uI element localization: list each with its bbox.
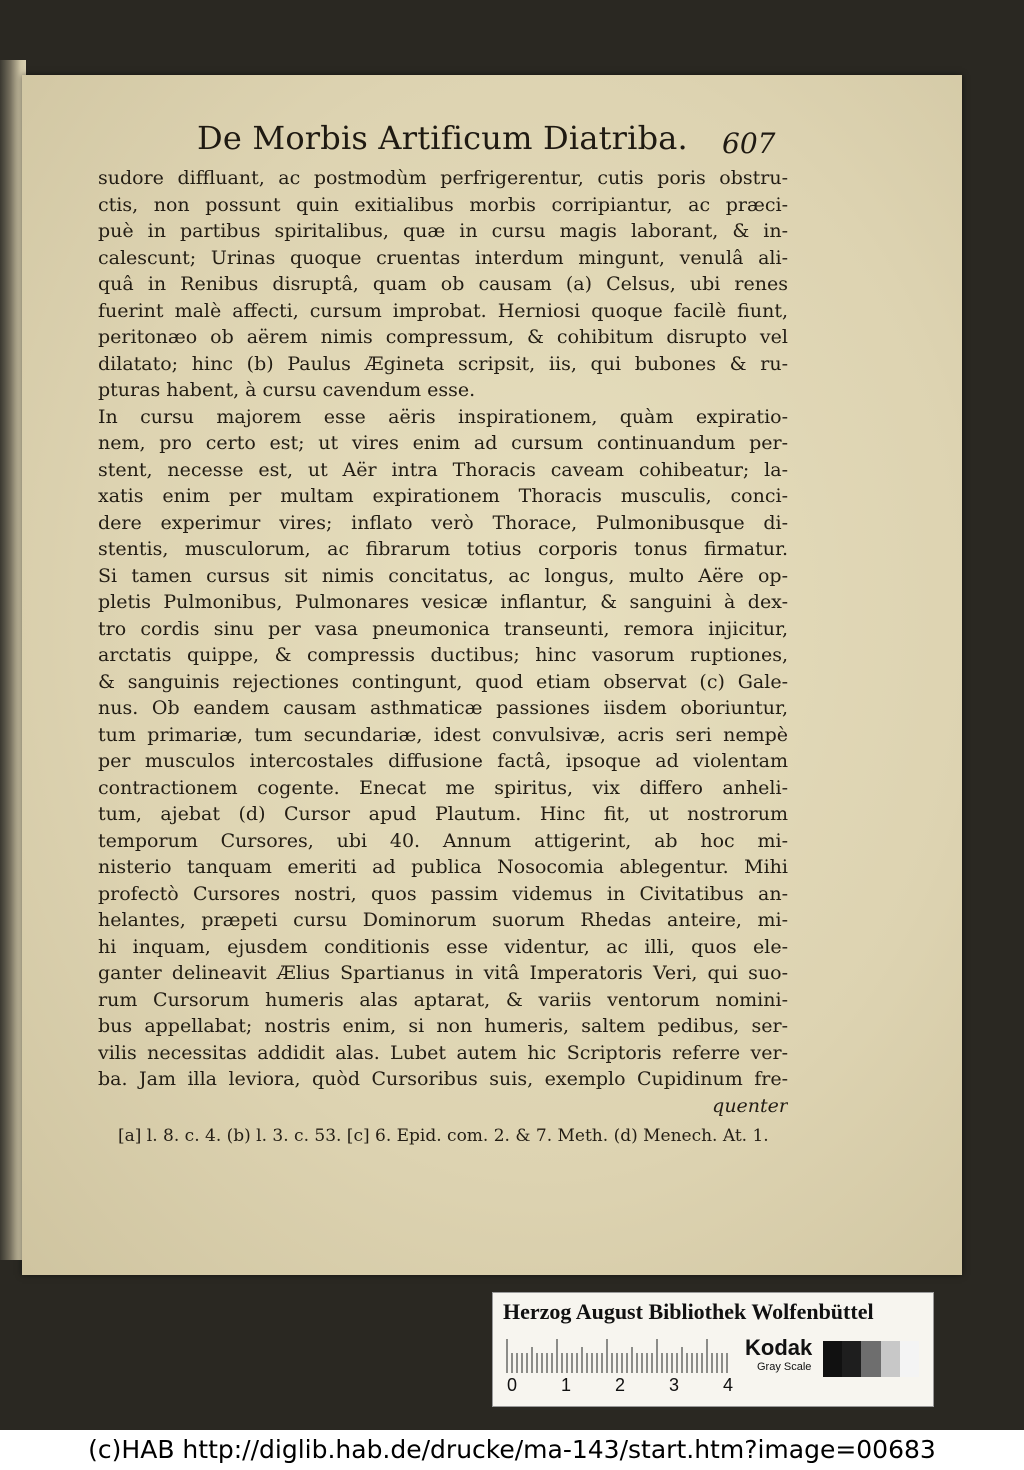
text-line: pletis Pulmonibus, Pulmonares vesicæ inflantur, & sanguini à dex-: [98, 591, 788, 613]
text-line: tro cordis sinu per vasa pneumonica transeunti, remora injicitur,: [98, 617, 788, 640]
footnotes: [a] l. 8. c. 4. (b) l. 3. c. 53. [c] 6. Epid. com. 2. & 7. Meth. (d) Menech. At. 1.: [118, 1126, 769, 1146]
ruler-labels: [501, 1375, 741, 1397]
running-head: De Morbis Artificum Diatriba.: [197, 119, 688, 157]
gray-swatch: [900, 1341, 919, 1377]
text-line: Si tamen cursus sit nimis concitatus, ac longus, multo Aëre op-: [98, 564, 788, 587]
text-line: tum primariæ, tum secundariæ, idest convulsivæ, acris seri nempè: [98, 723, 788, 746]
gray-scale-swatches: [823, 1341, 919, 1377]
ruler-label: 3: [669, 1375, 680, 1395]
text-line: puè in partibus spiritalibus, quæ in cursu magis laborant, & in-: [98, 220, 788, 242]
text-line: peritonæo ob aërem nimis compressum, & cohibitum disrupto vel: [98, 326, 788, 348]
ruler-scale: [505, 1337, 735, 1377]
book-page: [22, 75, 962, 1275]
text-line: xatis enim per multam expirationem Thoracis musculis, conci-: [98, 485, 788, 507]
text-line: rum Cursorum humeris alas aptarat, & variis ventorum nomini-: [98, 988, 788, 1011]
library-name: Herzog August Bibliothek Wolfenbüttel: [503, 1299, 874, 1324]
text-line: ganter delineavit Ælius Spartianus in vitâ Imperatoris Veri, qui suo-: [98, 962, 788, 984]
text-line: quâ in Renibus disruptâ, quam ob causam (a) Celsus, ubi renes: [98, 273, 788, 295]
text-line: nus. Ob eandem causam asthmaticæ passiones iisdem oboriuntur,: [98, 697, 788, 719]
ruler-label: 1: [561, 1375, 572, 1395]
text-line: per musculos intercostales diffusione factâ, ipsoque ad violentam: [98, 750, 788, 772]
text-line: fuerint malè affecti, cursum improbat. Herniosi quoque facilè fiunt,: [98, 299, 788, 322]
ruler-label: 4: [723, 1375, 734, 1395]
text-line: calescunt; Urinas quoque cruentas interdum mingunt, venulâ ali-: [98, 246, 788, 269]
text-line: tum, ajebat (d) Cursor apud Plautum. Hinc fit, ut nostrorum: [98, 803, 788, 825]
text-line: stent, necesse est, ut Aër intra Thoracis caveam cohibeatur; la-: [98, 458, 788, 481]
text-line: dere experimur vires; inflato verò Thorace, Pulmonibusque di-: [98, 511, 788, 534]
text-line: pturas habent, à cursu cavendum esse.: [98, 379, 476, 401]
gray-swatch: [823, 1341, 842, 1377]
text-line: ba. Jam illa leviora, quòd Cursoribus suis, exemplo Cupidinum fre-: [98, 1068, 788, 1090]
catchword: quenter: [712, 1094, 788, 1117]
kodak-logo: Kodak: [745, 1335, 813, 1360]
page-number: 607: [722, 127, 776, 160]
text-line: temporum Cursores, ubi 40. Annum attigerint, ab hoc mi-: [98, 829, 788, 852]
text-line: nisterio tanquam emeriti ad publica Nosocomia ablegentur. Mihi: [98, 856, 788, 878]
text-line: In cursu majorem esse aëris inspirationem, quàm expiratio-: [98, 405, 788, 428]
ruler-label: 2: [615, 1375, 626, 1395]
page-body-text: [98, 165, 788, 1119]
text-line: sudore diffluant, ac postmodùm perfrigerentur, cutis poris obstru-: [98, 167, 788, 189]
gray-swatch: [881, 1341, 900, 1377]
gray-scale-label: Gray Scale: [757, 1361, 812, 1373]
text-line: bus appellabat; nostris enim, si non humeris, saltem pedibus, ser-: [98, 1015, 788, 1037]
text-line: stentis, musculorum, ac fibrarum totius corporis tonus firmatur.: [98, 538, 788, 560]
text-line: helantes, præpeti cursu Dominorum suorum Rhedas anteire, mi-: [98, 909, 788, 931]
text-line: nem, pro certo est; ut vires enim ad cursum continuandum per-: [98, 432, 788, 454]
text-line: vilis necessitas addidit alas. Lubet autem hic Scriptoris referre ver-: [98, 1041, 788, 1064]
color-target-card: [492, 1292, 934, 1407]
text-line: arctatis quippe, & compressis ductibus; hinc vasorum ruptiones,: [98, 644, 788, 666]
gray-swatch: [842, 1341, 861, 1377]
ruler-label: 0: [507, 1375, 518, 1395]
text-line: ctis, non possunt quin exitialibus morbis corripiantur, ac præci-: [98, 193, 788, 216]
text-line: contractionem cogente. Enecat me spiritus, vix differo anheli-: [98, 776, 788, 799]
text-line: & sanguinis rejectiones contingunt, quod etiam observat (c) Gale-: [98, 670, 788, 693]
text-line: hi inquam, ejusdem conditionis esse videntur, ac illi, quos ele-: [98, 935, 788, 958]
copyright-caption: (c)HAB http://diglib.hab.de/drucke/ma-143/start.htm?image=00683: [0, 1430, 1024, 1470]
gray-swatch: [861, 1341, 880, 1377]
text-line: dilatato; hinc (b) Paulus Ægineta scripsit, iis, qui bubones & ru-: [98, 352, 788, 375]
text-line: profectò Cursores nostri, quos passim videmus in Civitatibus an-: [98, 882, 788, 905]
